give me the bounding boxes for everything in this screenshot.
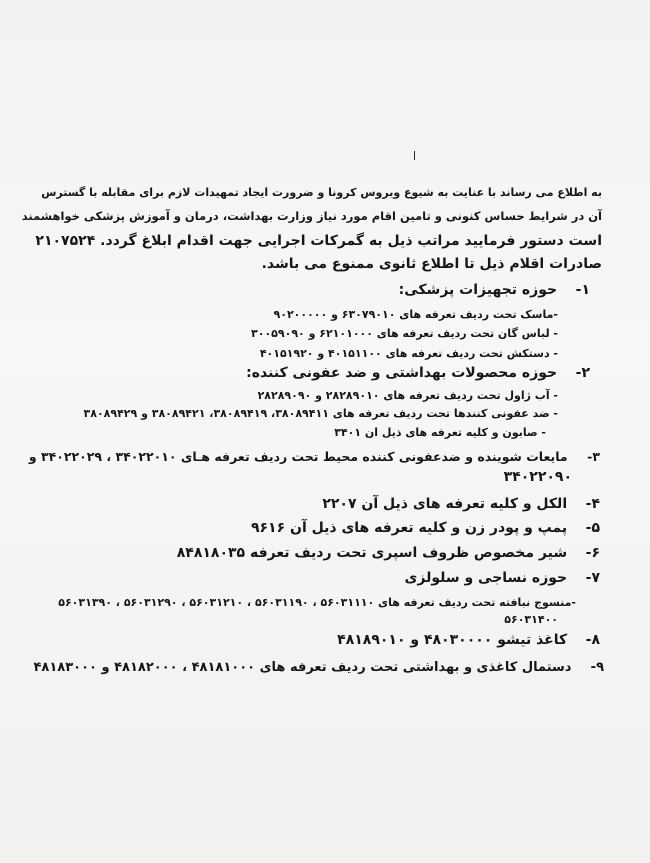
item-3-line-2: ۳۴۰۲۲۰۹۰ xyxy=(503,469,572,485)
item-2-heading xyxy=(246,365,590,381)
item-3-number: ۳- xyxy=(587,449,600,464)
item-3-line-1 xyxy=(29,449,600,464)
item-1-title: حوزه تجهیزات پزشکی: xyxy=(398,282,558,298)
item-7-heading xyxy=(405,570,600,586)
item-5-text: پمپ و پودر زن و کلیه تعرفه های ذیل آن ۹۶۱۶ xyxy=(250,520,568,536)
item-9-number: ۹- xyxy=(590,660,604,675)
item-1-sub-3: - دستکش تحت ردیف تعرفه های ۴۰۱۵۱۱۰۰ و ۴۰۱۵۱۹۲۰ xyxy=(259,347,558,360)
item-7-number: ۷- xyxy=(585,570,600,586)
item-8-text: کاغذ تیشو ۴۸۰۳۰۰۰۰ و ۴۸۱۸۹۰۱۰ xyxy=(337,632,568,648)
item-6 xyxy=(177,545,600,561)
item-1-heading xyxy=(399,282,590,298)
intro-line-4: صادرات اقلام ذیل تا اطلاع ثانوی ممنوع می باشد. xyxy=(261,256,602,272)
item-6-text: شیر مخصوص ظروف اسپری تحت ردیف تعرفه ۸۴۸۱۸۰۳۵ xyxy=(176,545,568,561)
item-7-sub-2: ۵۶۰۳۱۴۰۰ xyxy=(504,613,558,626)
intro-line-2: آن در شرایط حساس کنونی و تامین اقام مورد نیاز وزارت بهداشت، درمان و آموزش پزشکی خواهشمند xyxy=(21,209,602,223)
item-8 xyxy=(337,632,600,648)
item-2-number: ۲- xyxy=(575,365,590,381)
item-5 xyxy=(251,520,600,536)
item-6-number: ۶- xyxy=(585,545,600,561)
item-4-number: ۴- xyxy=(585,496,600,512)
item-2-sub-3: - صابون و کلیه تعرفه های ذیل ان ۳۴۰۱ xyxy=(334,426,546,439)
item-7-sub-1: -منسوج نبافته تحت ردیف تعرفه های ۵۶۰۳۱۱۱۰ ، ۵۶۰۳۱۱۹۰ ، ۵۶۰۳۱۲۱۰ ، ۵۶۰۳۱۲۹۰ ، ۵۶۰۳۱۳۹۰ xyxy=(58,596,576,609)
item-5-number: ۵- xyxy=(585,520,600,536)
item-4-text: الکل و کلیه تعرفه های ذیل آن ۲۲۰۷ xyxy=(322,496,568,512)
item-1-sub-1: -ماسک تحت ردیف تعرفه های ۶۳۰۷۹۰۱۰ و ۹۰۲۰۰۰۰۰ xyxy=(273,308,558,321)
item-8-number: ۸- xyxy=(585,632,600,648)
item-3-text: مایعات شوینده و ضدعفونی کننده محیط تحت ردیف تعرفه هـای ۳۴۰۲۲۰۱۰ ، ۳۴۰۲۲۰۲۹ و xyxy=(28,449,568,464)
item-1-sub-2: - لباس گان تحت ردیف تعرفه های ۶۲۱۰۱۰۰۰ و ۳۰۰۵۹۰۹۰ xyxy=(251,327,558,340)
item-2-title: حوزه محصولات بهداشتی و ضد عفونی کننده: xyxy=(246,365,558,381)
item-4 xyxy=(322,496,600,512)
intro-line-1: به اطلاع می رساند با عنایت به شیوع ویروس کرونا و ضرورت ایجاد تمهیدات لازم برای مقابله با گسترس xyxy=(41,186,602,199)
item-1-number: ۱- xyxy=(575,282,590,298)
item-2-sub-2: - ضد عفونی کنندها تحت ردیف تعرفه های ۳۸۰۸۹۴۱۱، ۳۸۰۸۹۴۱۹، ۳۸۰۸۹۴۲۱ و ۳۸۰۸۹۴۲۹ xyxy=(83,407,558,420)
intro-line-3: است دستور فرمایید مراتب ذیل به گمرکات اجرایی جهت اقدام ابلاغ گردد. ۲۱۰۷۵۲۴ xyxy=(35,233,602,249)
item-9-text: دستمال کاغذی و بهداشتی تحت ردیف تعرفه های ۴۸۱۸۱۰۰۰ ، ۴۸۱۸۲۰۰۰ و ۴۸۱۸۳۰۰۰ xyxy=(33,660,572,675)
item-7-title: حوزه نساجی و سلولزی xyxy=(404,570,568,586)
scan-mark xyxy=(414,151,415,160)
item-2-sub-1: - آب ژاول تحت ردیف تعرفه های ۲۸۲۸۹۰۱۰ و ۲۸۲۸۹۰۹۰ xyxy=(257,389,558,402)
item-9 xyxy=(33,660,604,675)
